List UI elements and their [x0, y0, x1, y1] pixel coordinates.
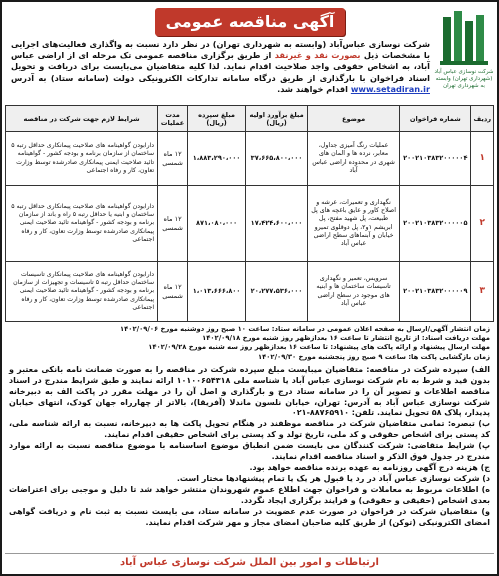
subject: نگهداری و تعمیرات، عرشه و اصلاح کاور و عایق باغچه های پل طبیعت، پل شهید مفتح، پل ابریشم ۱و۲، پل دوقلوی تمیرو خیابان و آبنماهای سطح اراضی عباس آباد	[308, 186, 400, 262]
subject: سرویس، تعمیر و نگهداری تاسیسات ساختمان ها و ابنیه های موجود در سطح اراضی عباس آباد	[308, 262, 400, 322]
term-text: هزینه درج آگهی روزنامه به عهده برنده مناقصه خواهد بود.	[249, 462, 481, 472]
term-text: شرکت نوسازی عباس آباد در رد یا قبول هر یک یا تمام پیشنهادها مختار است.	[176, 473, 483, 483]
footer-signature: ارتباطات و امور بین الملل شرکت نوسازی عباس آباد	[5, 553, 494, 571]
schedule-dates	[5, 322, 494, 363]
header-call-number: شماره فراخوان	[400, 106, 471, 132]
term-item	[9, 507, 490, 529]
table-row	[6, 186, 494, 262]
term-label: و)	[481, 506, 490, 516]
duration: ۱۲ ماه شمسی	[158, 132, 188, 186]
header-duration: مدت عملیات	[158, 106, 188, 132]
table-row	[6, 132, 494, 186]
header-estimate: مبلغ برآورد اولیه (ریال)	[246, 106, 308, 132]
setad-link[interactable]: www.setadiran.ir	[350, 83, 430, 94]
row-number: ۱	[471, 132, 494, 186]
term-label: ج)	[480, 462, 490, 472]
intro-text-3: اقدام خواهند شد.	[277, 83, 351, 94]
header-subject: موضوع	[308, 106, 400, 132]
date-opening: زمان بازگشایی پاکت ها: ساعت ۹ صبح روز پنجشنبه مورخ ۱۴۰۲/۰۹/۳۰	[257, 352, 490, 361]
date-document-deadline: مهلت دریافت اسناد: از تاریخ انتشار تا ساعت ۱۶ بعدازظهر روز شنبه مورخ ۱۴۰۲/۰۹/۱۸	[202, 334, 490, 343]
call-number: ۲۰۰۲۱۰۳۸۳۲۰۰۰۰۰۴	[400, 132, 471, 186]
header-deposit: مبلغ سپرده (ریال)	[188, 106, 246, 132]
call-number: ۲۰۰۲۱۰۳۸۳۲۰۰۰۰۰۵	[400, 186, 471, 262]
term-text: متقاضیان شرکت در فراخوان در صورت عدم عضویت در سامانه ستاد، می بایست نسبت به ثبت نام و دریافت گواهی امضای الکترونیکی (توکن) از طریق کلیه صاحبان امضای مجاز و مهر شرکت اقدام نمایند.	[9, 506, 490, 527]
intro-text-2: از طریق برگزاری مناقصه عمومی تک مرحله ای از اراضی عباس آباد، به اشخاص حقوقی واجد صلاحیت اقدام نماید. لذا کلیه متقاضیان می‌بایست برای دریافت و تحویل اسناد فراخوان با بارگذاری از طریق درگاه سامانه تدارکات الکترونیکی دولت (سامانه ستاد) به آدرس	[11, 50, 430, 83]
estimate-amount: ۳۷،۶۶۵،۸۰۰،۰۰۰	[246, 132, 308, 186]
row-number: ۲	[471, 186, 494, 262]
term-label: د)	[482, 473, 490, 483]
term-item	[9, 463, 490, 474]
date-submission-deadline: مهلت ارسال پیشنهاد و ارائه پاکت های پیشنهاد: تا ساعت ۱۶ بعدازظهر روز سه شنبه مورخ ۱۴۰۲/۰۹/۲۸	[148, 343, 490, 352]
table-row	[6, 262, 494, 322]
term-text: تمامی متقاضیان شرکت در مناقصه موظفند در هنگام تحویل پاکت ها به دبیرخانه، نسبت به ارائه شناسه ملی، کد پستی برای اشخاص حقوقی و کد ملی، تاریخ تولد و کد پستی برای اشخاص حقیقی اقدام نمایند.	[9, 419, 490, 440]
estimate-amount: ۱۷،۴۲۴،۶۰۰،۰۰۰	[246, 186, 308, 262]
deposit-amount: ۱،۸۸۳،۲۹۰،۰۰۰	[188, 132, 246, 186]
table-header-row	[6, 106, 494, 132]
call-number: ۲۰۰۲۱۰۳۸۳۲۰۰۰۰۰۹	[400, 262, 471, 322]
organization-logo	[440, 9, 490, 69]
term-item	[9, 441, 490, 463]
term-label: ه)	[481, 484, 490, 494]
conditions: دارابودن گواهینامه های صلاحیت پیمانکاری حداقل رتبه ۵ ساختمان از سازمان برنامه و بودجه کشور - گواهینامه تائید صلاحیت ایمنی پیمانکاری صادرشده توسط وزارت تعاون، کار و رفاه اجتماعی	[6, 132, 158, 186]
intro-text-1: شرکت نوسازی عباس‌آباد (وابسته به شهرداری تهران) در نظر دارد نسبت به واگذاری فعالیت‌های اجرایی با مشخصات ذیل	[11, 39, 430, 61]
estimate-amount: ۲۰،۲۷۷،۵۳۶،۰۰۰	[246, 262, 308, 322]
notice-intro	[11, 39, 430, 95]
row-number: ۳	[471, 262, 494, 322]
term-label: ب) تبصره:	[447, 419, 491, 429]
notice-title: آگهی مناقصه عمومی	[155, 8, 345, 36]
intro-highlight: بصورت نقد و غیرنقد	[274, 50, 361, 61]
conditions: دارابودن گواهینامه های صلاحیت پیمانکاری حداقل رتبه ۵ ساختمان و ابنیه یا حداقل رتبه ۵ راه و باند از سازمان برنامه و بودجه کشور - گواهینامه تائید صلاحیت ایمنی پیمانکاری صادرشده توسط وزارت تعاون، کار و رفاه اجتماعی	[6, 186, 158, 262]
term-label: الف)	[471, 364, 490, 374]
term-text: اطلاعات مربوط به معاملات و فراخوان جهت اطلاع عموم شهروندان منتشر خواهد شد تا دلیل و موجبی برای اعتراضات بعدی اشخاص (حقیقی و حقوقی) و فرایند برگزاری ایجاد نگردد.	[9, 484, 490, 505]
term-item	[9, 485, 490, 507]
term-item	[9, 474, 490, 485]
header-row-number: ردیف	[471, 106, 494, 132]
logo-caption: شرکت نوسازی عباس آباد (شهرداری تهران) وابسته به شهرداری تهران	[434, 69, 494, 89]
deposit-amount: ۸۷۱،۰۸۰،۰۰۰	[188, 186, 246, 262]
term-item	[9, 419, 490, 441]
date-publish: زمان انتشار آگهی/ارسال به صفحه اعلان عمومی در سامانه ستاد: ساعت ۱۰ صبح روز دوشنبه مورخ ۱۴۰۲/۰۹/۰۶	[120, 325, 490, 333]
subject: عملیات رنگ آمیزی جداول، معابر، نرده ها و المان های شهری در محدوده اراضی عباس آباد	[308, 132, 400, 186]
term-text: شرکت کنندگان می بایست ضمن انطباق موضوع اساسنامه با موضوع مناقصه نسبت به ارائه موارد مندرج در جدول فوق الذکر و اسناد مناقصه اقدام نمایند.	[9, 441, 490, 462]
terms-section	[5, 363, 494, 531]
duration: ۱۲ ماه شمسی	[158, 186, 188, 262]
term-item	[9, 365, 490, 420]
conditions: دارابودن گواهینامه های صلاحیت پیمانکاری تاسیسات ساختمان حداقل رتبه ۵ تاسیسات و تجهیزات از سازمان برنامه و بودجه کشور - گواهینامه تائید صلاحیت ایمنی پیمانکاری صادرشده توسط وزارت تعاون، کار و رفاه اجتماعی	[6, 262, 158, 322]
tender-table	[5, 105, 494, 322]
notice-header	[5, 5, 494, 101]
duration: ۱۲ ماه شمسی	[158, 262, 188, 322]
header-conditions: شرایط لازم جهت شرکت در مناقصه	[6, 106, 158, 132]
term-label: پ) شرایط متقاضی:	[407, 441, 491, 451]
deposit-amount: ۱،۰۱۳،۶۶۶،۸۰۰	[188, 262, 246, 322]
term-text: سپرده شرکت در مناقصه: متقاضیان میبایست مبلغ سپرده شرکت در مناقصه را به صورت ضمانت نامه بانکی معتبر و بدون قید و شرط به نام شرکت نوسازی عباس آباد یا شناسه ملی ۱۰۱۰۰۶۵۴۳۱۸ ارائه نمایند و طبق شرایط مندرج در اسناد مناقصه اطلاعات و تصویر آن را در سامانه ستاد درج و بارگذاری و اصل آن را در مهلت مقرر در پاکت الف به دبیرخانه شرکت نوسازی عباس آباد به آدرس: تهران، خیابان نلسون ماندلا (آفریقا)، بالاتر از چهارراه جهان کودک، انتهای خیابان پدیدار، پلاک ۵۸ تحویل نمایند. تلفن: ۸۸۷۶۵۹۱۰-۰۲۱	[9, 364, 490, 418]
